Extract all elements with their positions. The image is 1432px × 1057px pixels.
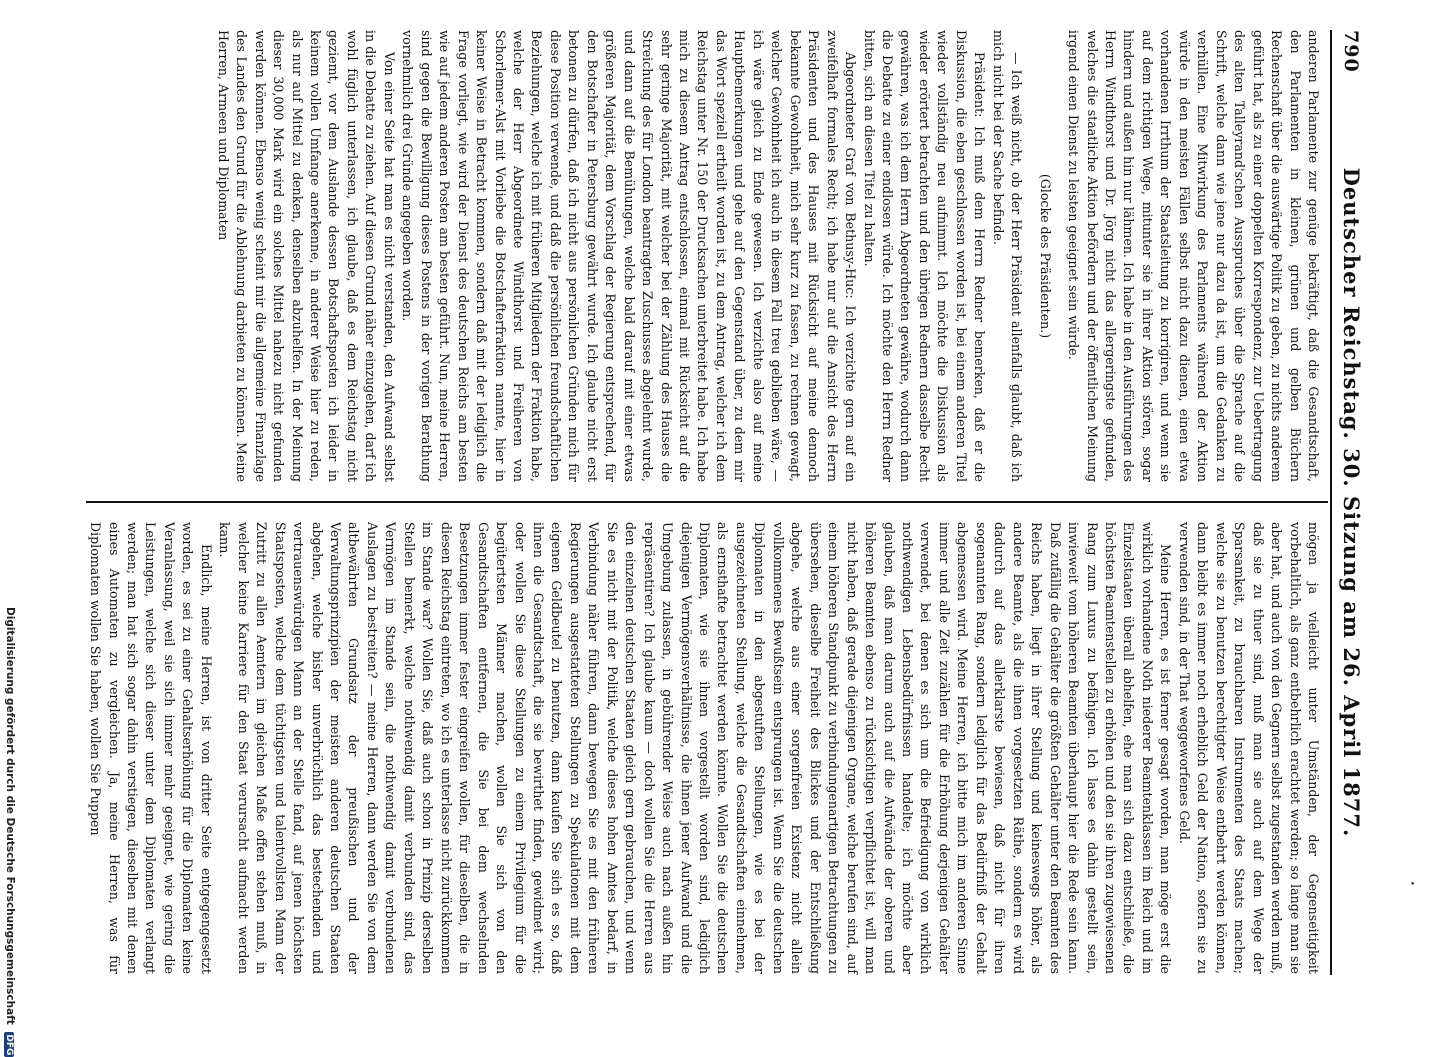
paragraph: Abgeordneter Graf von Bethusy-Huc: Ich verzichte gern auf ein zweifelhaft formales Recht; ich habe nur auf die Ansicht des Herrn Präsidenten und des Hauses mit Rücksicht auf meine dennoch bekannte Gewohnheit, mich sehr kurz zu fassen, zu rechnen gewagt, welcher Gewohnheit ich auch in diesem Fall treu geblieben wäre, — ich wäre gleich zu Ende gewesen. Ich verzichte also auf meine Hauptbemerkungen und gehe auf den Gegenstand über, zu dem mir das Wort speziell ertheilt worden ist, zu dem Antrag, welcher ich dem Reichstag unter Nr. 150 der Drucksachen unterbreitet habe. Ich habe mich zu diesem Antrag entschlossen, einmal mit Rücksicht auf die sehr geringe Majorität, mit welcher bei der Zählung des Hauses die Streichung des für London beantragten Zuschusses abgelehnt wurde, und dann auf die Bemühungen, welche bald darauf mit einer etwas größeren Majorität, dem Vorschlag der Regierung entsprechend, für den Botschafter in Petersburg gewährt wurde. Ich glaube nicht erst betonen zu dürfen, daß ich nicht aus persönlichen Gründen mich für diese Position verwende, und daß die persönlichen freundschaftlichen Beziehungen, welche ich mit früheren Mitgliedern der Fraktion habe, welche der Herr Abgeordnete Windthorst und Freiheren von Schorlemer-Alst mit Vorliebe die Botschafterfraktion nannte, hier in keiner Weise in Betracht kommen, sondern daß mit der lediglich die Frage vorliegt, wie wird der Dienst des deutschen Reichs am besten wie auf jedem anderen Posten am besten geführt. Nun, meine Herren, sind gegen die Bewilligung dieses Postens in der vorigen Berathung vornehmlich drei Gründe angegeben worden. <box>400 30 859 482</box>
paragraph: — Ich weiß nicht, ob der Herr Präsident allenfalls glaubt, daß ich mich nicht bei der Sache befinde. <box>990 30 1025 482</box>
page-header <box>1330 30 1366 975</box>
column-divider <box>86 501 1328 503</box>
digitization-credit <box>2 607 16 1056</box>
paragraph: Von einer Seite hat man es nicht verstanden, den Aufwand selbst in die Debatte zu ziehen. Auf diesen Grund näher einzugehen, darf ich wohl füglich unterlassen, ich glaube, daß es dem Reichstag nicht geziemt, vor dem Auslande dessen Botschaftsposten ich leider in keinem vollen Umfange anerkenne, in anderer Weise hier zu reden, als nur auf Mittel zu denken, denselben abzuhelfen. In der Meinung dieser 30,000 Mark wird ein solches Mittel nahezu nicht gefunden werden können. Ebenso wenig scheint mir die allgemeine Finanzlage des Landes den Grund für die Ablehnung darbieten zu können. Meine Herren, Armeen und Diplomaten <box>215 30 397 482</box>
paragraph: Meine Herren, es ist ferner gesagt worden, man möge erst die wirklich vorhandene Noth niederer Beamtenklassen im Reich und im Einzelstaaten überall abhelfen, ehe man sich dazu entschließe, die höchsten Beamtenstellen zu erhöhen und den sie ihren zugewiesenen Rang zum Luxus zu befähigen. Ich lasse es dahin gestellt sein, inwieweit vom höheren Beamten überhaupt hier die Rede sein kann. Daß zufällig die Gehälter die größten Gehälter unter den Beamten des Reichs haben, liegt in ihrer Stellung und keineswegs höher, als andere Beamte, als die ihnen vorgesetzten Räthe, sondern es wird dadurch auf das allerklarste bewiesen, daß nicht für ihren sogenannten Rang, sondern lediglich für das Bedürfniß der Gehalt abgemessen wird. Meine Herren, ich bitte mich im anderen Sinne immer und alle Zeit zuzählen für die Erhöhung derjenigen Gehälter verwendet, bei denen es sich um die Befriedigung von wirklich nothwendigen Lebensbedürfnissen handelte; ich möchte aber glauben, daß man darum auch auf die Aufwände der oberen und höheren Beamten ebenso zu rücksichtigen verpflichtet ist, will man nicht haben, daß gerade diejenigen Organe, welche berufen sind, auf einem höheren Standpunkt zu verbindungenartigen Betrachtungen zu übersehen, dieselbe Freiheit des Blickes und der Entschließung abgehe, welche aus einer sorgenfreien Existenz nicht allein vollkommenes Bewußtsein entsprungen ist. Wenn Sie die deutschen Diplomaten in den abgestuften Stellungen, wie es bei der ausgezeichneten Stellung, welche die Gesandtschaften einnehmen, als ernsthafte betrachtet werden könnte. Wollen Sie die deutschen Diplomaten, wie sie ihnen vorgestellt worden sind, lediglich diejenigen Vermögensverhältnisse, die ihnen jener Aufwand und die Umgebung zulassen, in gebührender Weise auch nach außen hin repräsentiren? Ich glaube kaum — doch wollen Sie die Herren aus den einzelnen deutschen Staaten gleich gern gebrauchen, und wenn Sie es nicht mit der Politik, welche dieses hohen Amtes bedarf, in Verbindung näher führen, dann bewegen Sie es mit den früheren Regierungen ausgestatteten Stellungen zu Spekulationen mit dem eigenen Geldbeutel zu benutzen, dann kaufen Sie sich es so, daß ihnen die Gesandtschaft, die sie bewirthet finden, gewidmet wird; oder wollen Sie diese Stellungen zu einem Privilegium für die begütertsten Männer machen, wollen Sie sich von den Gesandtschaften entfernen, die Sie bei dem wechselnden Besetzungen immer fester eingreifen wollen, für dieselben, die in diesen Reichstag eintreten, wo ich es unterlasse nicht zurückkommen im Stande war? Wollen Sie, daß auch schon in Prinzip derselben Stellen bemerkt, welche nothwendig damit verbunden sind, das Vermögen im Stande sein, die nothwendig damit verbundenen Auslagen zu bestreiten? — meine Herren, dann werden Sie von dem altbewährten Grundsatz der preußischen und der Verwaltungsprinzipien der meisten anderen deutschen Staaten abgehen, welche bisher unverbrüchlich das bestechenden und vertrauenswürdigen Mann an der Stelle fand, auf jenen höchsten Staatsposten, welche dem tüchtigsten und talentvollsten Mann der Zutritt zu allen Aemtern im gleichen Maße offen stehen muß, in welcher keine Karriere für den Staat verursacht aufmacht werden kann. <box>217 522 1174 974</box>
paragraph: Präsident: Ich muß dem Herrn Redner bemerken, daß er die Diskussion, die eben geschlossen worden ist, bei einem anderen Titel wieder vollständig neu aufnimmt. Ich möchte die Diskussion als wieder erörtert betrachten und den übrigen Rednern dasselbe Recht gewähren, was ich dem Herrn Abgeordneten gewähre, wodurch dann die Debatte zu einer endlosen würde. Ich möchte den Herrn Redner bitten, sich an diesen Titel zu halten. <box>861 30 988 482</box>
credit-text: Digitalisierung gefördert durch die Deutsche Forschungsgemeinschaft <box>4 607 16 1025</box>
dfg-logo: DFG <box>4 1034 14 1056</box>
scanned-page <box>76 30 1366 975</box>
right-column <box>88 522 1322 974</box>
paragraph: Endlich, meine Herren, ist von dritter Seite entgegengesetzt worden, es sei zu einer Gehaltserhöhung für die Diplomaten keine Veranlassung, weil sie sich immer mehr geeignet, wie gering die Leistungen, welche sich dieser unter dem Diplomaten verlangt werden; man hat sich sogar dahin verstiegen, dieselben mit denen eines Automaten zu vergleichen. Ja, meine Herren, was für Diplomaten wollen Sie haben, wollen Sie Puppen <box>88 522 214 974</box>
interjection: (Glocke des Präsidenten.) <box>1037 173 1053 339</box>
scan-dot: • <box>1410 880 1416 890</box>
running-head: Deutscher Reichstag. 30. Sitzung am 26. April 1877. <box>1339 167 1364 838</box>
left-column <box>92 30 1322 482</box>
paragraph: anderen Parlamente zur genüge bekräftigt, daß die Gesandtschaft, den Parlamenten in kleinen, grünen und gelben Büchern Rechenschaft über die auswärtige Politik zu geben, zu nichts anderem geführt hat, als zu einer doppelten Korrespondenz, zur Uebertragung des alten Talleyrand'schen Ausspruches über die Sprache auf die Schrift, welche dann wie jene nur dazu da ist, um die Gedanken zu verhüllen. Eine Mitwirkung des Parlaments während der Aktion würde in den meisten Fällen selbst nicht dazu dienen, einen etwa vorhandenen Irrthum der Staatsleitung zu korrigiren, und wenn sie auf dem richtigen Wege, mitunter sie in ihrer Aktion stören, sogar hindern und außen hin nur lähmen. Ich habe in den Ausführungen des Herrn Windthorst und Dr. Jörg nicht das allergeringste gefunden, welches die staatliche Aktion befördern und der öffentlichen Meinung irgend einen Dienst zu leisten geeignet sein würde. <box>1066 30 1321 482</box>
page-number: 790 <box>1340 30 1362 73</box>
paragraph: mögen ja vielleicht unter Umständen, der Gegenseitigkeit vorbehaltlich, als ganz entbehrlich erachtet werden; so lange man sie aber hat, und auch von den Gegnern selbst zugestanden werden muß, daß sie zu thuer sind, muß man sie auch auf dem Wege der Sparsamkeit, zu brauchbaren Instrumenten des Staats machen; welche sie zu benutzen berechtigter Weise entbehrt werden können, dann bleibt es immer noch erheblich Geld der Nation, sofern sie zu verwenden sind, in der That weggeworfenes Geld. <box>1176 522 1321 974</box>
